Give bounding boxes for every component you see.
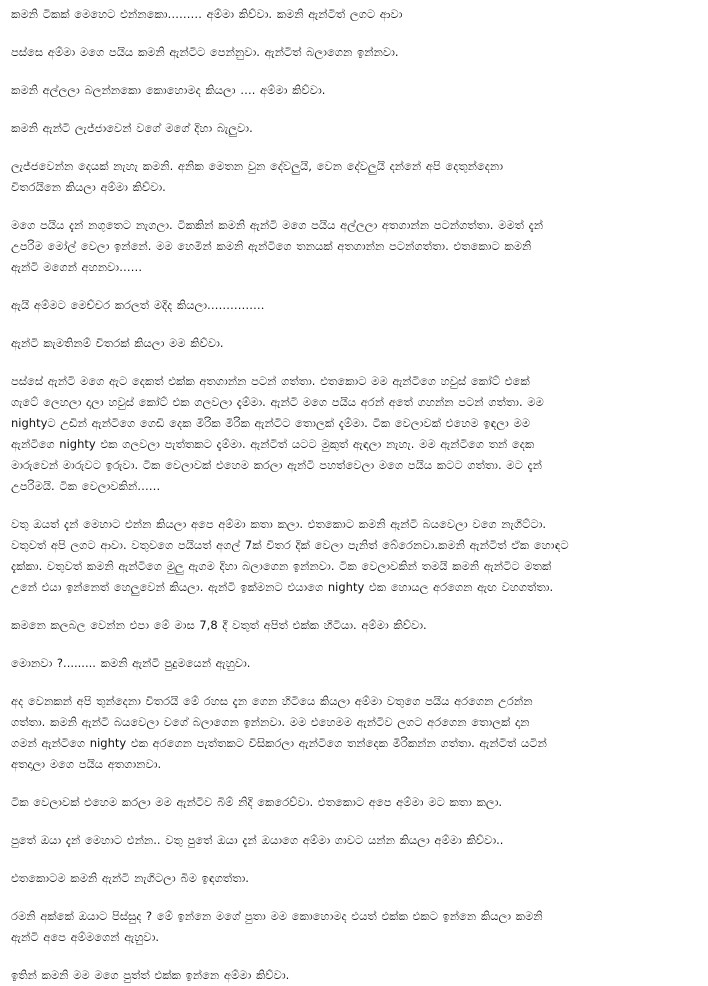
paragraph-8: ඇන්ටි කැමතිනම් විතරක් කියලා මම කිව්වා. bbox=[11, 336, 224, 350]
paragraph-18: ඉතින් කමනි මම මගෙ පුත්ත් එක්ක ඉන්නෙ අම්මා කිව්වා. bbox=[11, 968, 290, 982]
paragraph-15: පුතේ ඔයා දැන් මෙහාට එන්න.. වතු පුතේ ඔයා දැන් ඔයාගෙ අම්මා ගාවට යන්න කියලා අම්මා කිව්වා.. bbox=[11, 833, 504, 847]
paragraph-16: එතකොටම කමනි ඇන්ටි නැගිටලා බිම ඉඳගත්තා. bbox=[11, 871, 249, 885]
paragraph-5: ලැජ්ජවෙන්න දෙයක් නැහැ කමනි. අනික මෙතන වුන දේවලුයි, වෙන දේවලුයි දන්නේ අපි දෙතුන්දෙනා විතරයිනෙ කියලා අම්මා කිව්වා. bbox=[11, 159, 504, 194]
paragraph-14: ටික වෙලාවක් එහෙම කරලා මම ඇන්ටිව බිම් නිදි කෙරෙව්වා. එතකොට අපෙ අම්මා මට කතා කලා. bbox=[11, 795, 503, 809]
paragraph-3: කමනි අල්ලලා බලන්නකො කොහොමද කියලා …. අම්මා කිව්වා. bbox=[11, 83, 326, 97]
paragraph-10: වතු ඔයත් දැන් මෙහාට එන්න කියලා අපෙ අම්මා කතා කලා. එතකොට කමනි ඇන්ටි බයවෙලා වගෙ නැගිට්ටා. වතුවත් අපි ලගට ආවා. වතුවගෙ පයියත් අගල් 7ක් විතර දික් වෙලා පැනිත් බේරෙනවා.කමනි ඇන්ටිත් ඒක හොඳට දැක්කා. වතුවත් කමනි ඇන්ටිගෙ මුලු ඇගම දිහා බලාගෙන ඉන්නවා. ටික වෙලාවකින් තමයි කමනි ඇන්ටිට මතක් උනේ එයා ඉන්නෙත් හෙලුවෙන් කියලා. ඇන්ටි ඉක්මනට එයාගෙ nighty එක හොයල අරගෙන ඇඟ වහගත්තා. bbox=[11, 517, 569, 594]
paragraph-17: රමනි අක්කේ ඔයාට පිස්සුද ? මේ ඉන්නෙ මගේ පුතා මම කොහොමද එයත් එක්ක එකට ඉන්නෙ කියලා කමනි ඇන්ටි අපෙ අම්මගෙන් ඇහුවා. bbox=[11, 909, 543, 944]
paragraph-1: කමනි ටිකක් මෙහෙට එන්නකො……… අම්මා කිව්වා. කමනි ඇන්ටිත් ලගට ආවා bbox=[11, 7, 403, 21]
paragraph-12: මොනවා ?......... කමනි ඇන්ටි පුදුමයෙන් ඇහුවා. bbox=[11, 656, 251, 670]
paragraph-13: අද වෙනකන් අපි තුන්දෙනා විතරයි මේ රහස දැන ගෙන හිටියෙ කියලා අම්මා වතුගෙ පයිය අරගෙන උරන්න ගත්තා. කමනි ඇන්ටි බයවෙලා වගේ බලාගෙන ඉන්නවා. මම එහෙමම ඇන්ටිව ලගට අරගෙන තොලක් දාන ගමන් ඇන්ටිගෙ nighty එක අරගෙන පැත්තකට විසිකරලා ඇන්ටිගෙ තන්දෙක මිරිකන්න ගත්තා. ඇන්ටිත් යටින් අතදාලා මගෙ පයිය අතගානවා. bbox=[11, 694, 547, 771]
paragraph-7: ඇයි අම්මට මෙච්චර කරලත් මදිද කියලා…………… bbox=[11, 298, 265, 312]
paragraph-2: පස්සෙ අම්මා මගෙ පයිය කමනි ඇන්ටිට පෙන්නුවා. ඇන්ටිත් බලාගෙන ඉන්නවා. bbox=[11, 45, 399, 59]
paragraph-11: කමනෙ කලබල වෙන්න එපා මේ මාස 7,8 දී වතුත් අපිත් එක්ක හිටියා. අම්මා කිව්වා. bbox=[11, 618, 427, 632]
paragraph-4: කමනි ඇන්ටි ලැජ්ජාවෙන් වගේ මගේ දිහා බැලුවා. bbox=[11, 121, 253, 135]
paragraph-6: මගෙ පයිය දැන් නගුතෙට නැගලා. ටිකකින් කමනි ඇන්ටි මගෙ පයිය අල්ලලා අතගාන්න පටන්ගත්තා. මමත් දැන් උපරිම මෝල් වෙලා ඉන්නේ. මම හෙමින් කමනි ඇන්ටිගෙ තනයක් අතගාන්න පටන්ගත්තා. එතකොට කමනි ඇන්ටි මගෙන් අහනවා…… bbox=[11, 218, 544, 274]
paragraph-9: පස්සේ ඇන්ටි මගෙ ඇට දෙකත් එක්ක අතගාන්න පටන් ගත්තා. එතකොට මම ඇන්ටිගෙ හවුස් කෝට් එකේ ගැටේ ලෙහලා දාලා හවුස් කෝට් එක ගලවලා දැම්මා. ඇන්ටි මගෙ පයිය අරන් අතේ ගහන්න පටන් ගත්තා. මම nightyට උඩින් ඇන්ටිගෙ ගෙඩි දෙක මිරික මිරික ඇන්ටිට තොලක් දැම්මා. ටික වෙලාවක් එහෙම ඉඳලා මම ඇන්ටිගෙ nighty එක ගලවලා පැත්තකට දැම්මා. ඇන්ටිත් යටට මුකුත් ඇඳලා නැහැ. මම ඇන්ටිගෙ තන් දෙක මාරුවෙන් මාරුවට ඉරුවා. ටික වෙලාවක් එහෙම කරලා ඇන්ටි පහත්වෙලා මගෙ පයිය කටට ගත්තා. මට දැන් උපරිමයි. ටික වෙලාවකින්…… bbox=[11, 374, 544, 493]
